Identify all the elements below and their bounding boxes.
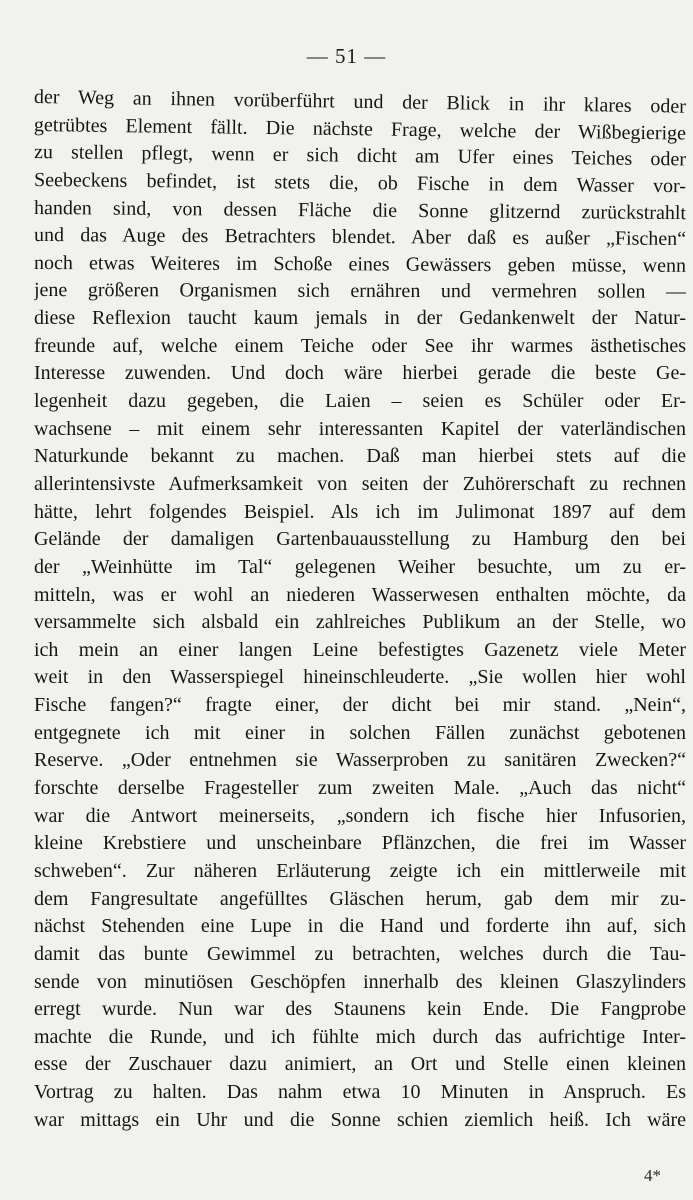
text-line: sende von minutiösen Geschöpfen innerhalb des kleinen Glaszylinders [34,970,686,993]
text-line: der „Weinhütte im Tal“ gelegenen Weiher besuchte, um zu er- [34,555,686,578]
text-line: schweben“. Zur näheren Erläuterung zeigte ich ein mittlerweile mit [34,859,686,882]
text-line: handen sind, von dessen Fläche die Sonne glitzernd zurückstrahlt [33,196,687,224]
text-line: entgegnete ich mit einer in solchen Fällen zunächst gebotenen [34,721,686,744]
text-line: damit das bunte Gewimmel zu betrachten, welches durch die Tau- [34,942,686,965]
text-line: legenheit dazu gegeben, die Laien – seien es Schüler oder Er- [34,390,686,413]
text-line: ich mein an einer langen Leine befestigtes Gazenetz viele Meter [34,638,686,661]
text-line: freunde auf, welche einem Teiche oder See ihr warmes ästhetisches [34,334,686,357]
text-line: Interesse zuwenden. Und doch wäre hierbei gerade die beste Ge- [34,362,686,385]
text-line: Gelände der damaligen Gartenbauausstellung zu Hamburg den bei [34,528,686,551]
text-line: weit in den Wasserspiegel hineinschleuderte. „Sie wollen hier wohl [34,666,686,689]
text-line: machte die Runde, und ich fühlte mich durch das aufrichtige Inter- [34,1025,686,1048]
body-text [34,84,686,1134]
text-line: hätte, lehrt folgendes Beispiel. Als ich im Julimonat 1897 auf dem [34,500,686,523]
text-line: mitteln, was er wohl an niederen Wasserwesen enthalten möchte, da [34,583,686,606]
text-line: wachsene – mit einem sehr interessanten Kapitel der vaterländischen [34,417,686,440]
text-line: dem Fangresultate angefülltes Gläschen herum, gab dem mir zu- [34,887,686,910]
text-line: esse der Zuschauer dazu animiert, an Ort und Stelle einen kleinen [34,1053,686,1076]
text-line: getrübtes Element fällt. Die nächste Frage, welche der Wißbegierige [33,113,687,145]
text-line: erregt wurde. Nun war des Staunens kein Ende. Die Fangprobe [34,998,686,1021]
text-line: Naturkunde bekannt zu machen. Daß man hierbei stets auf die [34,445,686,468]
page-number: — 51 — [306,44,387,68]
text-line: noch etwas Weiteres im Schoße eines Gewässers geben müsse, wenn [33,251,687,277]
text-line: Fische fangen?“ fragte einer, der dicht bei mir stand. „Nein“, [34,694,686,717]
text-line: versammelte sich alsbald ein zahlreiches Publikum an der Stelle, wo [34,611,686,634]
text-line: forschte derselbe Fragesteller zum zweiten Male. „Auch das nicht“ [34,777,686,800]
text-line: und das Auge des Betrachters blendet. Aber daß es außer „Fischen“ [33,224,687,251]
text-line: kleine Krebstiere und unscheinbare Pflänzchen, die frei im Wasser [34,832,686,855]
text-line: zu stellen pflegt, wenn er sich dicht am Ufer eines Teiches oder [33,141,687,171]
text-line: der Weg an ihnen vorüberführt und der Blick in ihr klares oder [33,86,687,118]
text-line: Vortrag zu halten. Das nahm etwa 10 Minuten in Anspruch. Es [34,1081,686,1104]
text-line: diese Reflexion taucht kaum jemals in der Gedankenwelt der Natur- [34,307,686,330]
text-line: war die Antwort meinerseits, „sondern ich fische hier Infusorien, [34,804,686,827]
text-line: war mittags ein Uhr und die Sonne schien ziemlich heiß. Ich wäre [34,1108,686,1131]
text-line: allerintensivste Aufmerksamkeit von seiten der Zuhörerschaft zu rechnen [34,472,686,495]
signature-mark: 4* [644,1166,661,1185]
text-line: nächst Stehenden eine Lupe in die Hand und forderte ihn auf, sich [34,915,686,938]
text-line: Reserve. „Oder entnehmen sie Wasserproben zu sanitären Zwecken?“ [34,749,686,772]
text-line: jene größeren Organismen sich ernähren und vermehren sollen — [33,279,687,304]
text-line: Seebeckens befindet, ist stets die, ob Fische in dem Wasser vor- [33,168,687,198]
